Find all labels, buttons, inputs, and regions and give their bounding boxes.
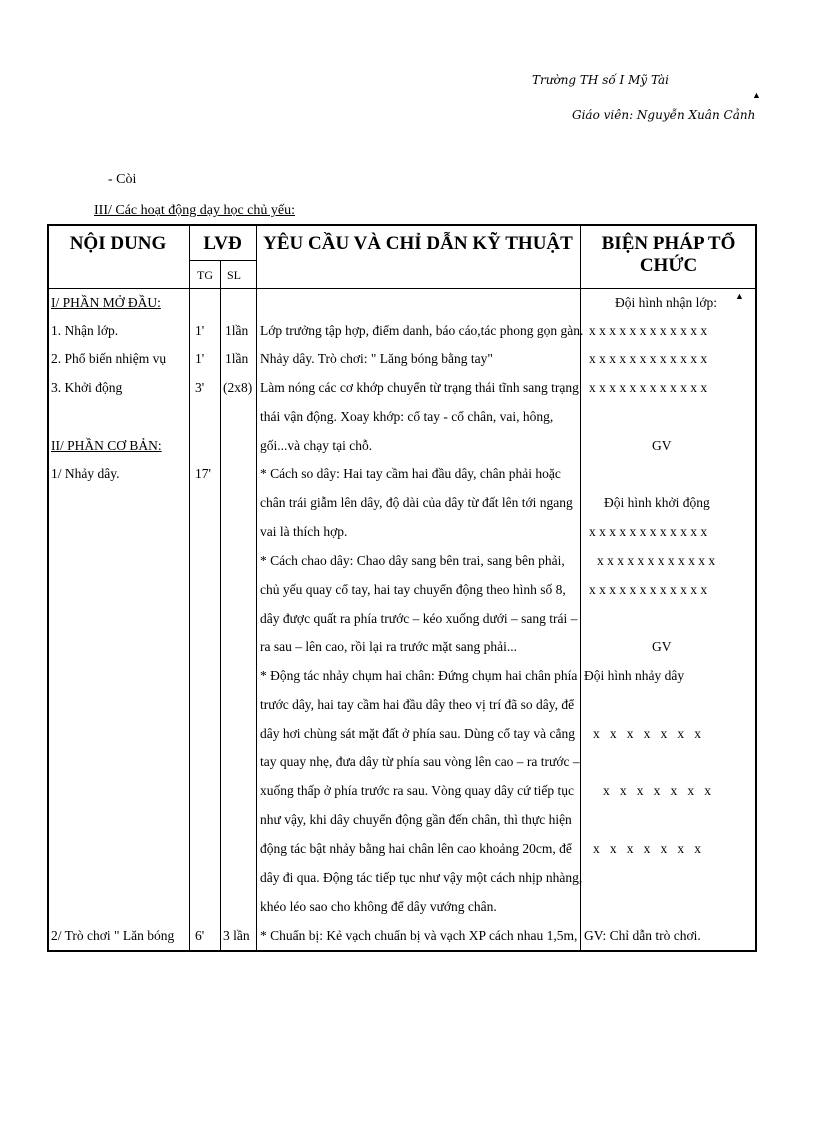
- formation-row: x x x x x x x: [603, 783, 711, 798]
- formation-row: x x x x x x x x x x x x: [589, 380, 708, 395]
- formation-row: x x x x x x x x x x x x: [589, 351, 708, 366]
- teacher-instruction: GV: Chỉ dẫn trò chơi.: [584, 928, 701, 943]
- header-requirements: YÊU CẦU VÀ CHỈ DẪN KỸ THUẬT: [263, 233, 573, 254]
- header-methods: BIỆN PHÁP TỔ CHỨC: [601, 233, 736, 276]
- requirement-line: dây được quất ra phía trước – kéo xuống dưới – sang trái –: [260, 611, 578, 626]
- equipment-item: - Còi: [108, 172, 137, 187]
- section-heading: II/ PHẦN CƠ BẢN:: [51, 438, 162, 453]
- formation-row: x x x x x x x x x x x x: [589, 524, 708, 539]
- teacher-marker: GV: [652, 639, 672, 654]
- school-name: Trường TH số I Mỹ Tài: [532, 73, 670, 87]
- formation-row: x x x x x x x x x x x x: [589, 582, 708, 597]
- requirement-line: khéo léo sao cho không để dây vướng chân.: [260, 899, 497, 914]
- header-content: NỘI DUNG: [69, 233, 167, 254]
- content-item: 2. Phổ biến nhiệm vụ: [51, 351, 167, 366]
- formation-row: x x x x x x x: [593, 841, 701, 856]
- requirement-line: * Động tác nhảy chụm hai chân: Đứng chụm hai chân phía: [260, 668, 578, 683]
- section-title: III/ Các hoạt động dạy học chủ yếu:: [94, 203, 295, 218]
- header-lvd: LVĐ: [203, 233, 242, 254]
- formation-row: x x x x x x x x x x x x: [589, 323, 708, 338]
- requirement-line: như vậy, khi dây chuyển động gần đến chân, thì thực hiện: [260, 812, 572, 827]
- requirement-line: dây hơi chùng sát mặt đất ở phía sau. Dùng cổ tay và cẳng: [260, 726, 575, 741]
- formation-label: Đội hình nhận lớp:: [615, 295, 718, 310]
- formation-row: x x x x x x x: [593, 726, 701, 741]
- requirement-line: dây đi qua. Động tác tiếp tục như vậy một cách nhịp nhàng,: [260, 870, 583, 885]
- section-heading: I/ PHẦN MỞ ĐẦU:: [51, 295, 161, 310]
- teacher-marker: GV: [652, 438, 672, 453]
- triangle-marker-icon: ▲: [752, 90, 761, 100]
- tg-value: 17': [195, 466, 211, 481]
- requirement-line: chân trái giẫm lên dây, độ dài của dây từ đất lên tới ngang: [260, 495, 573, 510]
- requirement-line: Nhảy dây. Trò chơi: " Lăng bóng bằng tay": [260, 351, 493, 366]
- sl-value: (2x8): [223, 380, 253, 395]
- content-item: 2/ Trò chơi " Lăn bóng: [51, 928, 175, 943]
- requirement-line: xuống thấp ở phía trước ra sau. Vòng quay dây cứ tiếp tục: [260, 783, 574, 798]
- sl-value: 1lần: [225, 351, 249, 366]
- requirement-line: trước dây, hai tay cầm hai đầu dây theo vị trí đã so dây, để: [260, 697, 575, 712]
- requirement-line: * Chuẩn bị: Kẻ vạch chuẩn bị và vạch XP cách nhau 1,5m,: [260, 928, 578, 943]
- triangle-marker-icon: ▲: [735, 291, 744, 301]
- activity-table: [47, 224, 757, 952]
- requirement-line: * Cách chao dây: Chao dây sang bên trai, sang bên phải,: [260, 553, 565, 568]
- requirement-line: tay quay nhẹ, đưa dây từ phía sau vòng lên cao – ra trước –: [260, 754, 580, 769]
- requirement-line: ra sau – lên cao, rồi lại ra trước mặt sang phải...: [260, 639, 517, 654]
- requirement-line: vai là thích hợp.: [260, 524, 348, 539]
- tg-value: 6': [195, 928, 205, 943]
- formation-label: Đội hình khởi động: [604, 495, 710, 510]
- tg-value: 1': [195, 323, 205, 338]
- tg-value: 1': [195, 351, 205, 366]
- teacher-name: Giáo viên: Nguyễn Xuân Cảnh: [572, 108, 756, 122]
- sl-value: 1lần: [225, 323, 249, 338]
- header-sl: SL: [227, 268, 242, 282]
- formation-row: x x x x x x x x x x x x: [597, 553, 716, 568]
- requirement-line: gối...và chạy tại chỗ.: [260, 438, 373, 453]
- tg-value: 3': [195, 380, 205, 395]
- content-item: 3. Khởi động: [51, 380, 123, 395]
- requirement-line: động tác bật nhảy bằng hai chân lên cao khoảng 20cm, để: [260, 841, 572, 856]
- header-tg: TG: [197, 268, 213, 282]
- requirement-line: chủ yếu quay cổ tay, hai tay chuyển động theo hình số 8,: [260, 582, 566, 597]
- content-item: 1/ Nhảy dây.: [51, 466, 120, 481]
- requirement-line: Lớp trưởng tập hợp, điểm danh, báo cáo,tác phong gọn gàn.: [260, 323, 584, 338]
- sl-value: 3 lần: [223, 928, 250, 943]
- content-item: 1. Nhận lớp.: [51, 323, 119, 338]
- requirement-line: Làm nóng các cơ khớp chuyển từ trạng thái tĩnh sang trạng: [260, 380, 579, 395]
- requirement-line: thái vận động. Xoay khớp: cổ tay - cổ chân, vai, hông,: [260, 409, 554, 424]
- requirement-line: * Cách so dây: Hai tay cầm hai đầu dây, chân phải hoặc: [260, 466, 561, 481]
- formation-label: Đội hình nhảy dây: [584, 668, 685, 683]
